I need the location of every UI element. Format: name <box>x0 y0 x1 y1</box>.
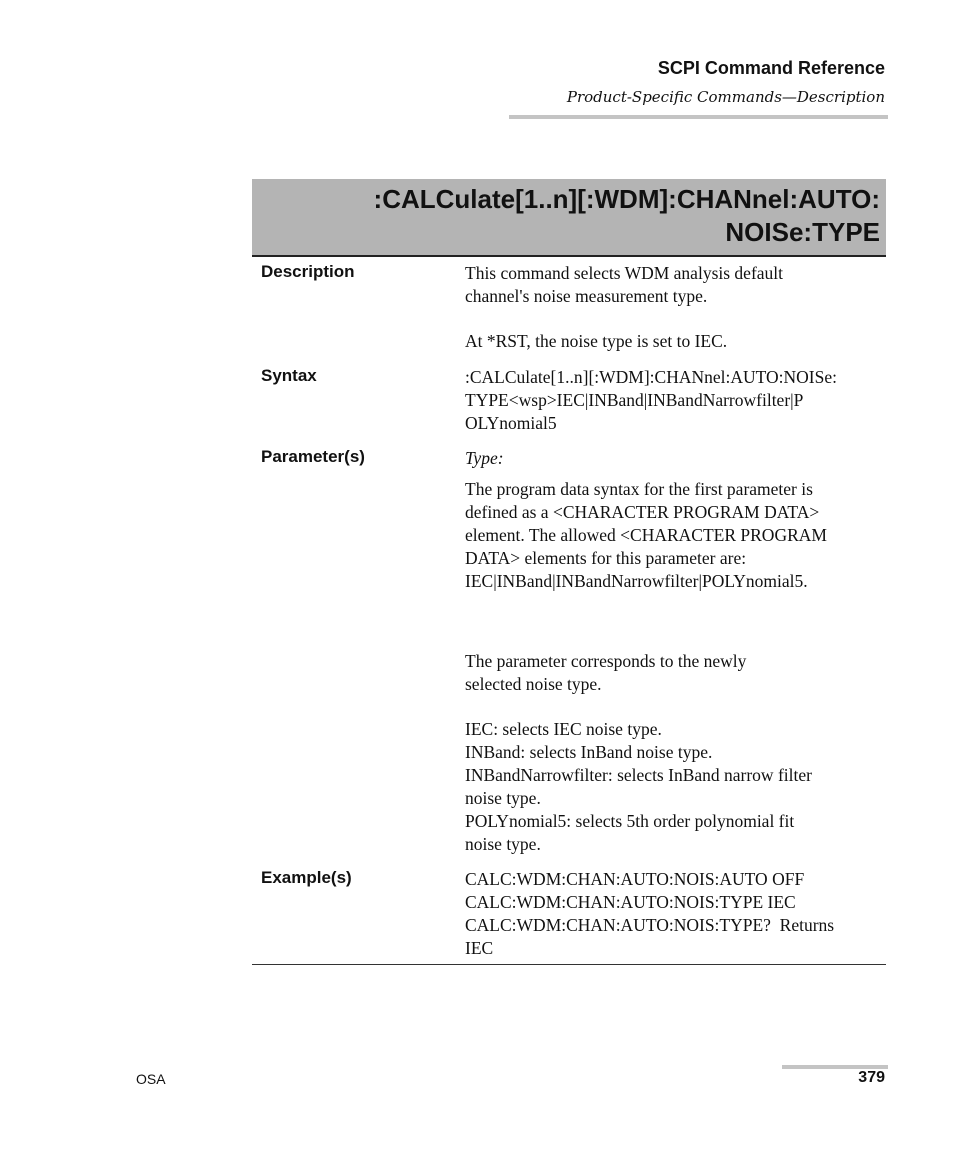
parameter-type-label: Type: <box>465 448 504 468</box>
parameter-type-line: The program data syntax for the first parameter is <box>465 479 813 499</box>
running-header-title: SCPI Command Reference <box>657 58 885 78</box>
parameter-corresponds-line: selected noise type. <box>465 674 602 694</box>
parameters-label: Parameter(s) <box>261 447 365 466</box>
parameter-option-line: POLYnomial5: selects 5th order polynomial fit <box>465 811 795 831</box>
examples-label: Example(s) <box>261 868 352 887</box>
parameter-type-line: DATA> elements for this parameter are: <box>465 548 747 568</box>
parameter-type-description <box>465 478 885 593</box>
parameter-type-line: element. The allowed <CHARACTER PROGRAM <box>465 525 827 545</box>
syntax-line: OLYnomial5 <box>465 413 557 433</box>
description-label: Description <box>261 262 355 281</box>
parameter-type-line: defined as a <CHARACTER PROGRAM DATA> <box>465 502 820 522</box>
command-title-box <box>252 179 886 257</box>
command-title <box>374 183 880 249</box>
description-line: This command selects WDM analysis default <box>465 263 784 283</box>
parameter-option-line: noise type. <box>465 788 541 808</box>
syntax-line: :CALCulate[1..n][:WDM]:CHANnel:AUTO:NOISe: <box>465 367 837 387</box>
page-number: 379 <box>858 1069 885 1086</box>
parameter-type-line: IEC|INBand|INBandNarrowfilter|POLYnomial5. <box>465 571 808 591</box>
example-line: CALC:WDM:CHAN:AUTO:NOIS:TYPE IEC <box>465 892 796 912</box>
parameter-corresponds-line: The parameter corresponds to the newly <box>465 651 747 671</box>
description-text <box>465 262 885 353</box>
parameter-option-line: INBand: selects InBand noise type. <box>465 742 713 762</box>
command-title-line-2: NOISe:TYPE <box>725 217 880 247</box>
table-bottom-rule <box>252 964 886 965</box>
parameter-option-line: noise type. <box>465 834 541 854</box>
parameter-option-line: INBandNarrowfilter: selects InBand narrow filter <box>465 765 812 785</box>
example-line: CALC:WDM:CHAN:AUTO:NOIS:AUTO OFF <box>465 869 805 889</box>
description-line: channel's noise measurement type. <box>465 286 708 306</box>
description-rst: At *RST, the noise type is set to IEC. <box>465 331 728 351</box>
syntax-line: TYPE<wsp>IEC|INBand|INBandNarrowfilter|P <box>465 390 804 410</box>
command-title-line-1: :CALCulate[1..n][:WDM]:CHANnel:AUTO: <box>373 184 880 214</box>
running-header-subtitle: Product-Specific Commands—Description <box>566 88 885 106</box>
syntax-label: Syntax <box>261 366 317 385</box>
examples-text <box>465 868 885 960</box>
syntax-text <box>465 366 885 435</box>
parameter-option-line: IEC: selects IEC noise type. <box>465 719 662 739</box>
header-divider <box>509 115 888 119</box>
parameter-corresponds-text <box>465 650 885 856</box>
footer-product-name: OSA <box>136 1071 166 1087</box>
example-line: CALC:WDM:CHAN:AUTO:NOIS:TYPE? Returns <box>465 915 835 935</box>
example-line: IEC <box>465 938 494 958</box>
